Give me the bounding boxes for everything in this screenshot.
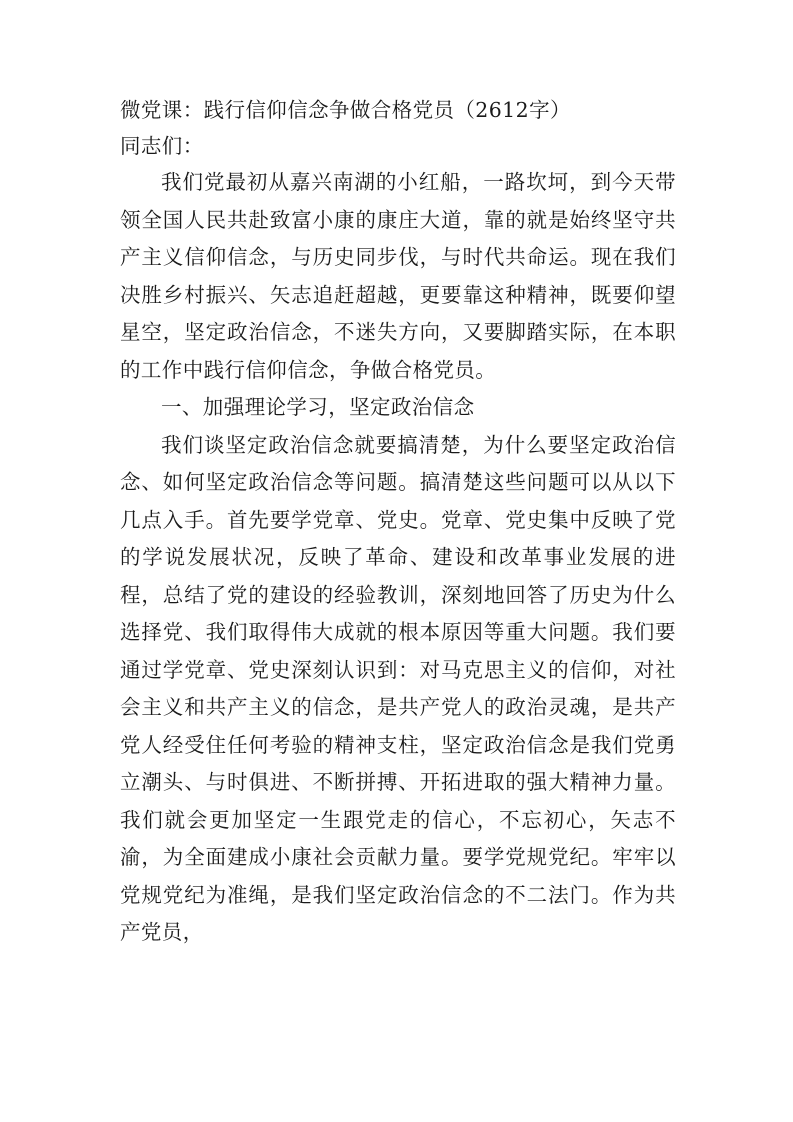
section-heading-1: 一、加强理论学习，坚定政治信念 (161, 395, 475, 419)
document-body (120, 92, 676, 952)
document-title: 微党课：践行信仰信念争做合格党员（2612字） (120, 98, 571, 122)
paragraph-intro: 我们党最初从嘉兴南湖的小红船，一路坎坷，到今天带领全国人民共赴致富小康的康庄大道，靠的就是始终坚守共产主义信仰信念，与历史同步伐，与时代共命运。现在我们决胜乡村振兴、矢志追赶超越，更要靠这种精神，既要仰望星空，坚定政治信念，不迷失方向，又要脚踏实际，在本职的工作中践行信仰信念，争做合格党员。 (120, 170, 676, 382)
paragraph-section-1: 我们谈坚定政治信念就要搞清楚，为什么要坚定政治信念、如何坚定政治信念等问题。搞清楚这些问题可以从以下几点入手。首先要学党章、党史。党章、党史集中反映了党的学说发展状况，反映了革命、建设和改革事业发展的进程，总结了党的建设的经验教训，深刻地回答了历史为什么选择党、我们取得伟大成就的根本原因等重大问题。我们要通过学党章、党史深刻认识到：对马克思主义的信仰，对社会主义和共产主义的信念，是共产党人的政治灵魂，是共产党人经受住任何考验的精神支柱，坚定政治信念是我们党勇立潮头、与时俱进、不断拼搏、开拓进取的强大精神力量。我们就会更加坚定一生跟党走的信心，不忘初心，矢志不渝，为全面建成小康社会贡献力量。要学党规党纪。牢牢以党规党纪为准绳，是我们坚定政治信念的不二法门。作为共产党员， (120, 432, 676, 944)
greeting: 同志们： (120, 134, 204, 158)
